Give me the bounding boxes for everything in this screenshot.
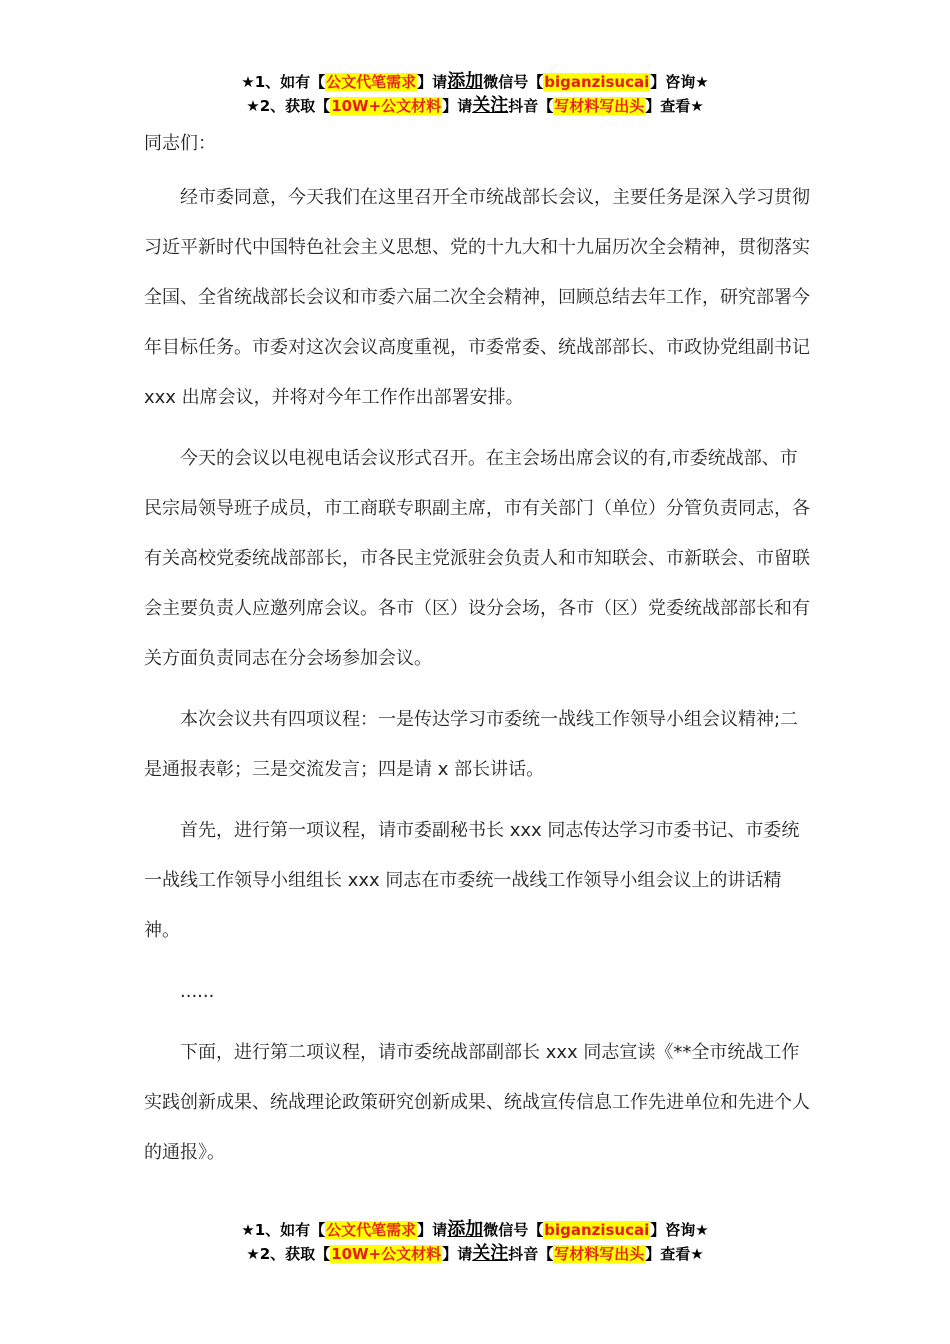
promo-text: 】咨询★	[650, 73, 709, 91]
promo-highlight: 写材料写出头	[554, 97, 645, 115]
footer-promo-banner	[0, 1218, 950, 1266]
promo-emphasis: 关注	[472, 95, 509, 116]
body-paragraph: 经市委同意，今天我们在这里召开全市统战部长会议，主要任务是深入学习贯彻习近平新时代中国特色社会主义思想、党的十九大和十九届历次全会精神，贯彻落实全国、全省统战部长会议和市委六届二次全会精神，回顾总结去年工作，研究部署今年目标任务。市委对这次会议高度重视，市委常委、统战部部长、市政协党组副书记 xxx 出席会议，并将对今年工作作出部署安排。	[144, 187, 810, 408]
promo-emphasis: 添加	[447, 71, 484, 92]
promo-highlight: biganzisucai	[544, 73, 650, 91]
promo-text: 微信号【	[483, 1221, 544, 1239]
promo-highlight: 10W+公文材料	[331, 97, 442, 115]
promo-text: 】查看★	[645, 1245, 704, 1263]
promo-text: 】请	[417, 73, 448, 91]
promo-text: 】查看★	[645, 97, 704, 115]
promo-highlight: 10W+公文材料	[331, 1245, 442, 1263]
promo-text: 】请	[442, 1245, 473, 1263]
ellipsis-paragraph: ......	[180, 981, 215, 1002]
header-promo-banner	[0, 70, 950, 118]
promo-highlight: 公文代笔需求	[326, 73, 417, 91]
promo-text: 】咨询★	[650, 1221, 709, 1239]
body-paragraph: 首先，进行第一项议程，请市委副秘书长 xxx 同志传达学习市委书记、市委统一战线工作领导小组组长 xxx 同志在市委统一战线工作领导小组会议上的讲话精神。	[144, 820, 800, 941]
promo-text: 微信号【	[483, 73, 544, 91]
salutation: 同志们：	[144, 133, 216, 154]
promo-text: ★1、如有【	[241, 1221, 326, 1239]
promo-emphasis: 关注	[472, 1243, 509, 1264]
promo-text: ★1、如有【	[241, 73, 326, 91]
body-paragraph: 今天的会议以电视电话会议形式召开。在主会场出席会议的有,市委统战部、市民宗局领导班子成员，市工商联专职副主席，市有关部门（单位）分管负责同志，各有关高校党委统战部部长，市各民主党派驻会负责人和市知联会、市新联会、市留联会主要负责人应邀列席会议。各市（区）设分会场，各市（区）党委统战部部长和有关方面负责同志在分会场参加会议。	[144, 448, 810, 669]
promo-line-2	[0, 1242, 950, 1266]
promo-highlight: 公文代笔需求	[326, 1221, 417, 1239]
promo-text: 抖音【	[508, 97, 554, 115]
body-paragraph: 本次会议共有四项议程：一是传达学习市委统一战线工作领导小组会议精神;二是通报表彰；三是交流发言；四是请 x 部长讲话。	[144, 709, 799, 780]
promo-text: ★2、获取【	[246, 1245, 331, 1263]
promo-line-1	[0, 70, 950, 94]
promo-emphasis: 添加	[447, 1219, 484, 1240]
document-body	[144, 128, 812, 1189]
promo-line-1	[0, 1218, 950, 1242]
promo-highlight: 写材料写出头	[554, 1245, 645, 1263]
promo-text: 】请	[442, 97, 473, 115]
promo-text: 】请	[417, 1221, 448, 1239]
promo-text: ★2、获取【	[246, 97, 331, 115]
body-paragraph: 下面，进行第二项议程，请市委统战部副部长 xxx 同志宣读《**全市统战工作实践创新成果、统战理论政策研究创新成果、统战宣传信息工作先进单位和先进个人的通报》。	[144, 1042, 810, 1163]
promo-line-2	[0, 94, 950, 118]
promo-text: 抖音【	[508, 1245, 554, 1263]
promo-highlight: biganzisucai	[544, 1221, 650, 1239]
